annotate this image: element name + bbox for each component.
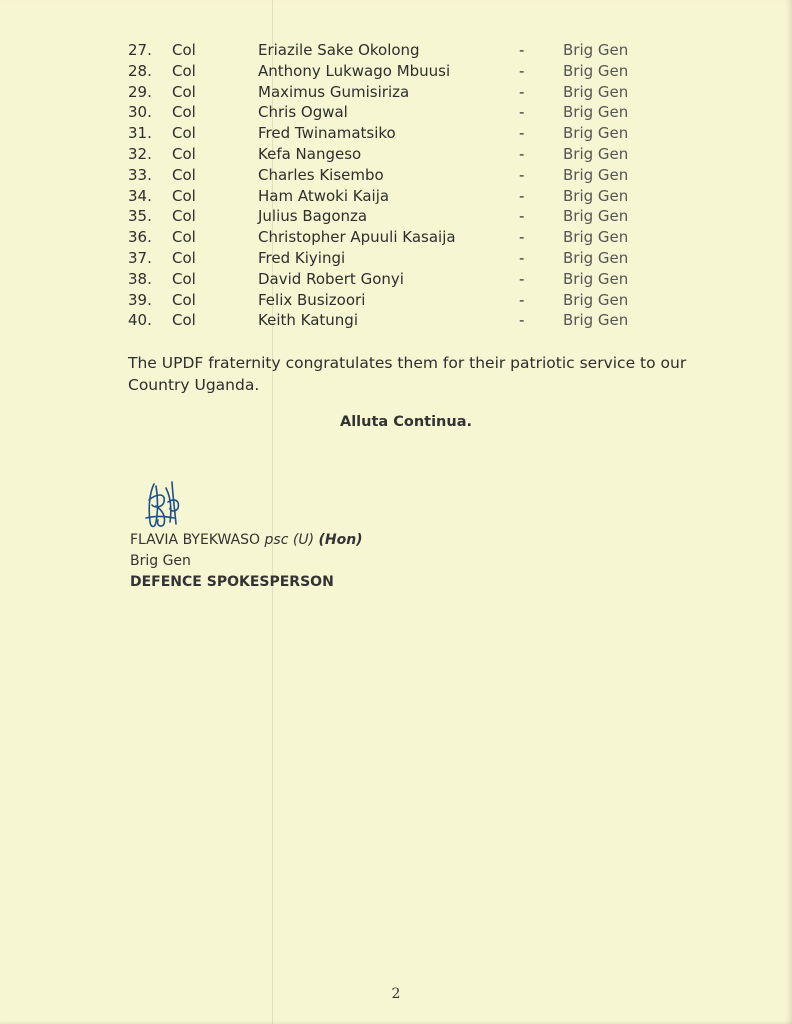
separator-dash: - bbox=[519, 290, 525, 309]
new-rank: Brig Gen bbox=[563, 228, 629, 247]
new-rank: Brig Gen bbox=[563, 145, 629, 163]
officer-name: Julius Bagonza bbox=[258, 207, 368, 226]
officer-name: Ham Atwoki Kaija bbox=[258, 186, 390, 205]
new-rank: Brig Gen bbox=[563, 290, 629, 309]
promotion-row bbox=[0, 290, 792, 311]
officer-name: Keith Katungi bbox=[258, 311, 358, 330]
signatory-qualification: psc (U) bbox=[264, 532, 315, 548]
promotion-row bbox=[0, 40, 792, 61]
new-rank: Brig Gen bbox=[563, 249, 629, 267]
promotion-number: 36. bbox=[128, 228, 152, 247]
new-rank: Brig Gen bbox=[563, 311, 629, 330]
new-rank: Brig Gen bbox=[563, 103, 629, 122]
officer-name: Kefa Nangeso bbox=[258, 145, 362, 163]
current-rank: Col bbox=[172, 165, 196, 184]
congratulations-paragraph: The UPDF fraternity congratulates them for their patriotic service to our Country Uganda. bbox=[128, 354, 687, 394]
current-rank: Col bbox=[172, 145, 196, 163]
current-rank: Col bbox=[172, 249, 196, 267]
promotion-row bbox=[0, 102, 792, 123]
separator-dash: - bbox=[519, 61, 525, 80]
current-rank: Col bbox=[172, 41, 196, 59]
current-rank: Col bbox=[172, 61, 196, 80]
current-rank: Col bbox=[172, 124, 196, 143]
separator-dash: - bbox=[519, 269, 525, 288]
current-rank: Col bbox=[172, 207, 196, 226]
promotion-row bbox=[0, 165, 792, 186]
separator-dash: - bbox=[519, 165, 525, 184]
signatory-honorific: (Hon) bbox=[318, 532, 363, 548]
signatory-title: DEFENCE SPOKESPERSON bbox=[130, 574, 334, 590]
promotion-row bbox=[0, 248, 792, 269]
promotion-number: 33. bbox=[128, 165, 152, 184]
promotion-number: 31. bbox=[128, 124, 152, 143]
current-rank: Col bbox=[172, 311, 196, 330]
officer-name: Anthony Lukwago Mbuusi bbox=[258, 61, 451, 80]
current-rank: Col bbox=[172, 103, 196, 122]
separator-dash: - bbox=[519, 145, 525, 163]
promotion-row bbox=[0, 123, 792, 144]
officer-name: Fred Twinamatsiko bbox=[258, 124, 396, 143]
promotion-number: 29. bbox=[128, 82, 152, 101]
promotion-row bbox=[0, 61, 792, 82]
promotion-row bbox=[0, 269, 792, 290]
signatory-name-line bbox=[130, 532, 363, 548]
separator-dash: - bbox=[519, 186, 525, 205]
separator-dash: - bbox=[519, 124, 525, 143]
promotion-number: 39. bbox=[128, 290, 152, 309]
separator-dash: - bbox=[519, 82, 525, 101]
officer-name: Chris Ogwal bbox=[258, 103, 348, 122]
page-number: 2 bbox=[391, 986, 401, 1002]
new-rank: Brig Gen bbox=[563, 41, 629, 59]
signatory-name: FLAVIA BYEKWASO bbox=[130, 532, 261, 548]
promotion-row bbox=[0, 82, 792, 103]
current-rank: Col bbox=[172, 82, 196, 101]
separator-dash: - bbox=[519, 41, 525, 59]
separator-dash: - bbox=[519, 228, 525, 247]
new-rank: Brig Gen bbox=[563, 165, 629, 184]
promotion-row bbox=[0, 186, 792, 207]
promotion-number: 34. bbox=[128, 186, 152, 205]
officer-name: Felix Busizoori bbox=[258, 290, 366, 309]
promotion-number: 38. bbox=[128, 269, 152, 288]
promotion-number: 27. bbox=[128, 41, 152, 59]
new-rank: Brig Gen bbox=[563, 186, 629, 205]
promotion-number: 35. bbox=[128, 207, 152, 226]
separator-dash: - bbox=[519, 207, 525, 226]
promotion-row bbox=[0, 144, 792, 165]
new-rank: Brig Gen bbox=[563, 207, 629, 226]
new-rank: Brig Gen bbox=[563, 82, 629, 101]
promotion-row bbox=[0, 227, 792, 248]
promotion-row bbox=[0, 206, 792, 227]
separator-dash: - bbox=[519, 249, 525, 267]
current-rank: Col bbox=[172, 228, 196, 247]
signatory-rank: Brig Gen bbox=[130, 553, 191, 569]
separator-dash: - bbox=[519, 103, 525, 122]
promotion-number: 37. bbox=[128, 249, 152, 267]
promotion-number: 40. bbox=[128, 311, 152, 330]
officer-name: Christopher Apuuli Kasaija bbox=[258, 228, 456, 247]
new-rank: Brig Gen bbox=[563, 269, 629, 288]
promotion-row bbox=[0, 310, 792, 331]
officer-name: Eriazile Sake Okolong bbox=[258, 41, 420, 59]
new-rank: Brig Gen bbox=[563, 124, 629, 143]
new-rank: Brig Gen bbox=[563, 61, 629, 80]
current-rank: Col bbox=[172, 290, 196, 309]
officer-name: Charles Kisembo bbox=[258, 165, 384, 184]
officer-name: Fred Kiyingi bbox=[258, 249, 346, 267]
promotion-number: 32. bbox=[128, 145, 152, 163]
separator-dash: - bbox=[519, 311, 525, 330]
closing-motto: Alluta Continua. bbox=[339, 414, 472, 430]
officer-name: Maximus Gumisiriza bbox=[258, 82, 410, 101]
current-rank: Col bbox=[172, 269, 196, 288]
signature-icon bbox=[140, 478, 190, 532]
promotion-number: 28. bbox=[128, 61, 152, 80]
current-rank: Col bbox=[172, 186, 196, 205]
officer-name: David Robert Gonyi bbox=[258, 269, 404, 288]
promotion-number: 30. bbox=[128, 103, 152, 122]
